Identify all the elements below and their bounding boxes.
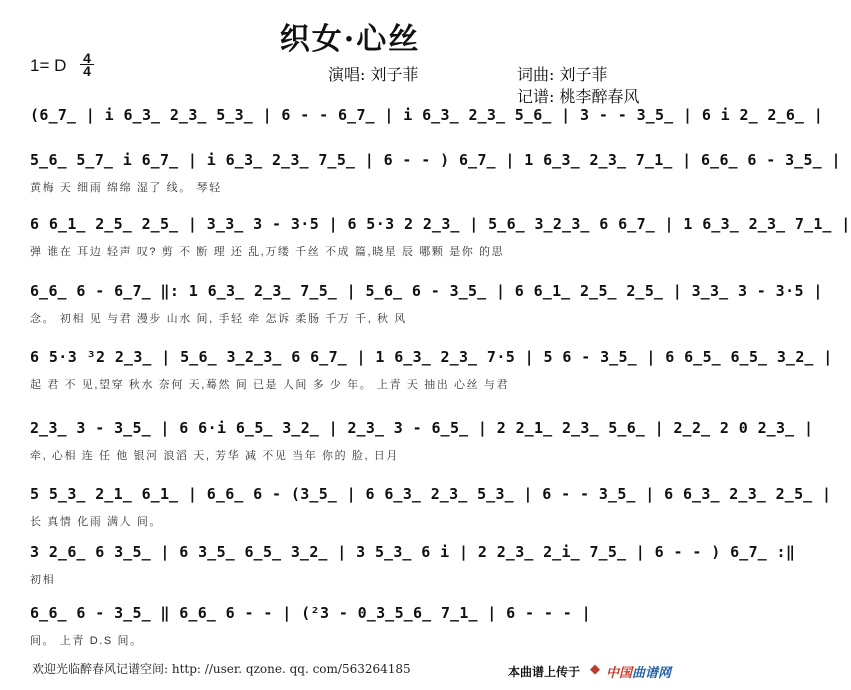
row-notes: 6 5·3 ³2 2̲3̲ | 5̲6̲ 3̲2̲3̲ 6 6̲7̲ | 1 6̲3̲ 2̲3̲ 7·5 | 5 6 - 3̲5̲ | 6 6̲5̲ 6̲5̲ 3̲2̲ | xyxy=(30,348,833,366)
row-lyrics: 弹 谁在 耳边 轻声 叹? 剪 不 断 理 还 乱,万缕 千丝 不成 篇,晓星 辰 哪颗 是你 的思 xyxy=(30,246,505,258)
row-notes: 5̲6̲ 5̲7̲ i 6̲7̲ | i 6̲3̲ 2̲3̲ 7̲5̲ | 6 - - ) 6̲7̲ | 1 6̲3̲ 2̲3̲ 7̲1̲ | 6̲6̲ 6 - 3̲5̲ | xyxy=(30,151,841,169)
upload-note: 本曲谱上传于 xyxy=(508,665,581,679)
row-notes: 3 2̲6̲ 6 3̲5̲ | 6 3̲5̲ 6̲5̲ 3̲2̲ | 3 5̲3̲ 6 i | 2 2̲3̲ 2̲i̲ 7̲5̲ | 6 - - ) 6̲7̲ :‖ xyxy=(30,543,796,561)
meter-denominator: 4 xyxy=(83,63,91,79)
logo-part-1: 中国 xyxy=(606,665,633,680)
row-lyrics xyxy=(30,134,670,152)
logo-icon: ◆ xyxy=(590,661,600,676)
key-signature: 1= D xyxy=(30,56,67,75)
row-lyrics: 牵, 心相 连 任 他 银河 浪滔 天, 芳华 减 不见 当年 你的 脸, 日月 xyxy=(30,450,399,462)
row-notes: (6̲7̲ | i 6̲3̲ 2̲3̲ 5̲3̲ | 6 - - 6̲7̲ | i 6̲3̲ 2̲3̲ 5̲6̲ | 3 - - 3̲5̲ | 6 i 2̲ 2̲6̲ | xyxy=(30,106,824,124)
row-notes: 5 5̲3̲ 2̲1̲ 6̲1̲ | 6̲6̲ 6 - (3̲5̲ | 6 6̲3̲ 2̲3̲ 5̲3̲ | 6 - - 3̲5̲ | 6 6̲3̲ 2̲3̲ 2̲5̲ | xyxy=(30,485,832,503)
logo-part-2: 曲谱网 xyxy=(632,665,672,680)
row-lyrics: 初相 xyxy=(30,574,56,586)
row-notes: 6 6̲1̲ 2̲5̲ 2̲5̲ | 3̲3̲ 3 - 3·5 | 6 5·3 2 2̲3̲ | 5̲6̲ 3̲2̲3̲ 6 6̲7̲ | 1 6̲3̲ 2̲3̲ 7̲1̲ | xyxy=(30,215,851,233)
row-lyrics: 起 君 不 见,望穿 秋水 奈何 天,蓦然 间 已是 人间 多 少 年。 上青 天 抽出 心丝 与君 xyxy=(30,379,510,391)
notation-credit: 记谱: 桃李醉春风 xyxy=(517,87,640,106)
composer-credit: 词曲: 刘子菲 xyxy=(517,65,608,84)
row-lyrics: 黄梅 天 细雨 绵绵 湿了 线。 琴轻 xyxy=(30,182,222,194)
singer-credit: 演唱: 刘子菲 xyxy=(328,65,419,84)
meter-numerator: 4 xyxy=(80,52,94,65)
site-logo[interactable] xyxy=(606,662,671,681)
footer-visit-text: 欢迎光临醉春风记谱空间: http: //user. qzone. qq. com/563264185 xyxy=(32,662,411,676)
row-notes: 2̲3̲ 3 - 3̲5̲ | 6 6·i 6̲5̲ 3̲2̲ | 2̲3̲ 3 - 6̲5̲ | 2 2̲1̲ 2̲3̲ 5̲6̲ | 2̲2̲ 2 0 2̲3̲ | xyxy=(30,419,814,437)
time-signature xyxy=(80,52,94,77)
row-lyrics: 念。 初相 见 与君 漫步 山水 间, 手轻 牵 怎诉 柔肠 千万 千, 秋 风 xyxy=(30,313,407,325)
row-notes: 6̲6̲ 6 - 6̲7̲ ‖: 1 6̲3̲ 2̲3̲ 7̲5̲ | 5̲6̲ 6 - 3̲5̲ | 6 6̲1̲ 2̲5̲ 2̲5̲ | 3̲3̲ 3 - 3·5 | xyxy=(30,282,823,300)
row-lyrics: 间。 上青 D.S 间。 xyxy=(30,635,143,647)
song-title: 织女·心丝 xyxy=(279,22,421,57)
row-lyrics: 长 真情 化雨 满人 间。 xyxy=(30,516,163,528)
row-notes: 6̲6̲ 6 - 3̲5̲ ‖ 6̲6̲ 6 - - | (²3 - 0̲3̲5̲6̲ 7̲1̲ | 6 - - - | xyxy=(30,604,592,622)
